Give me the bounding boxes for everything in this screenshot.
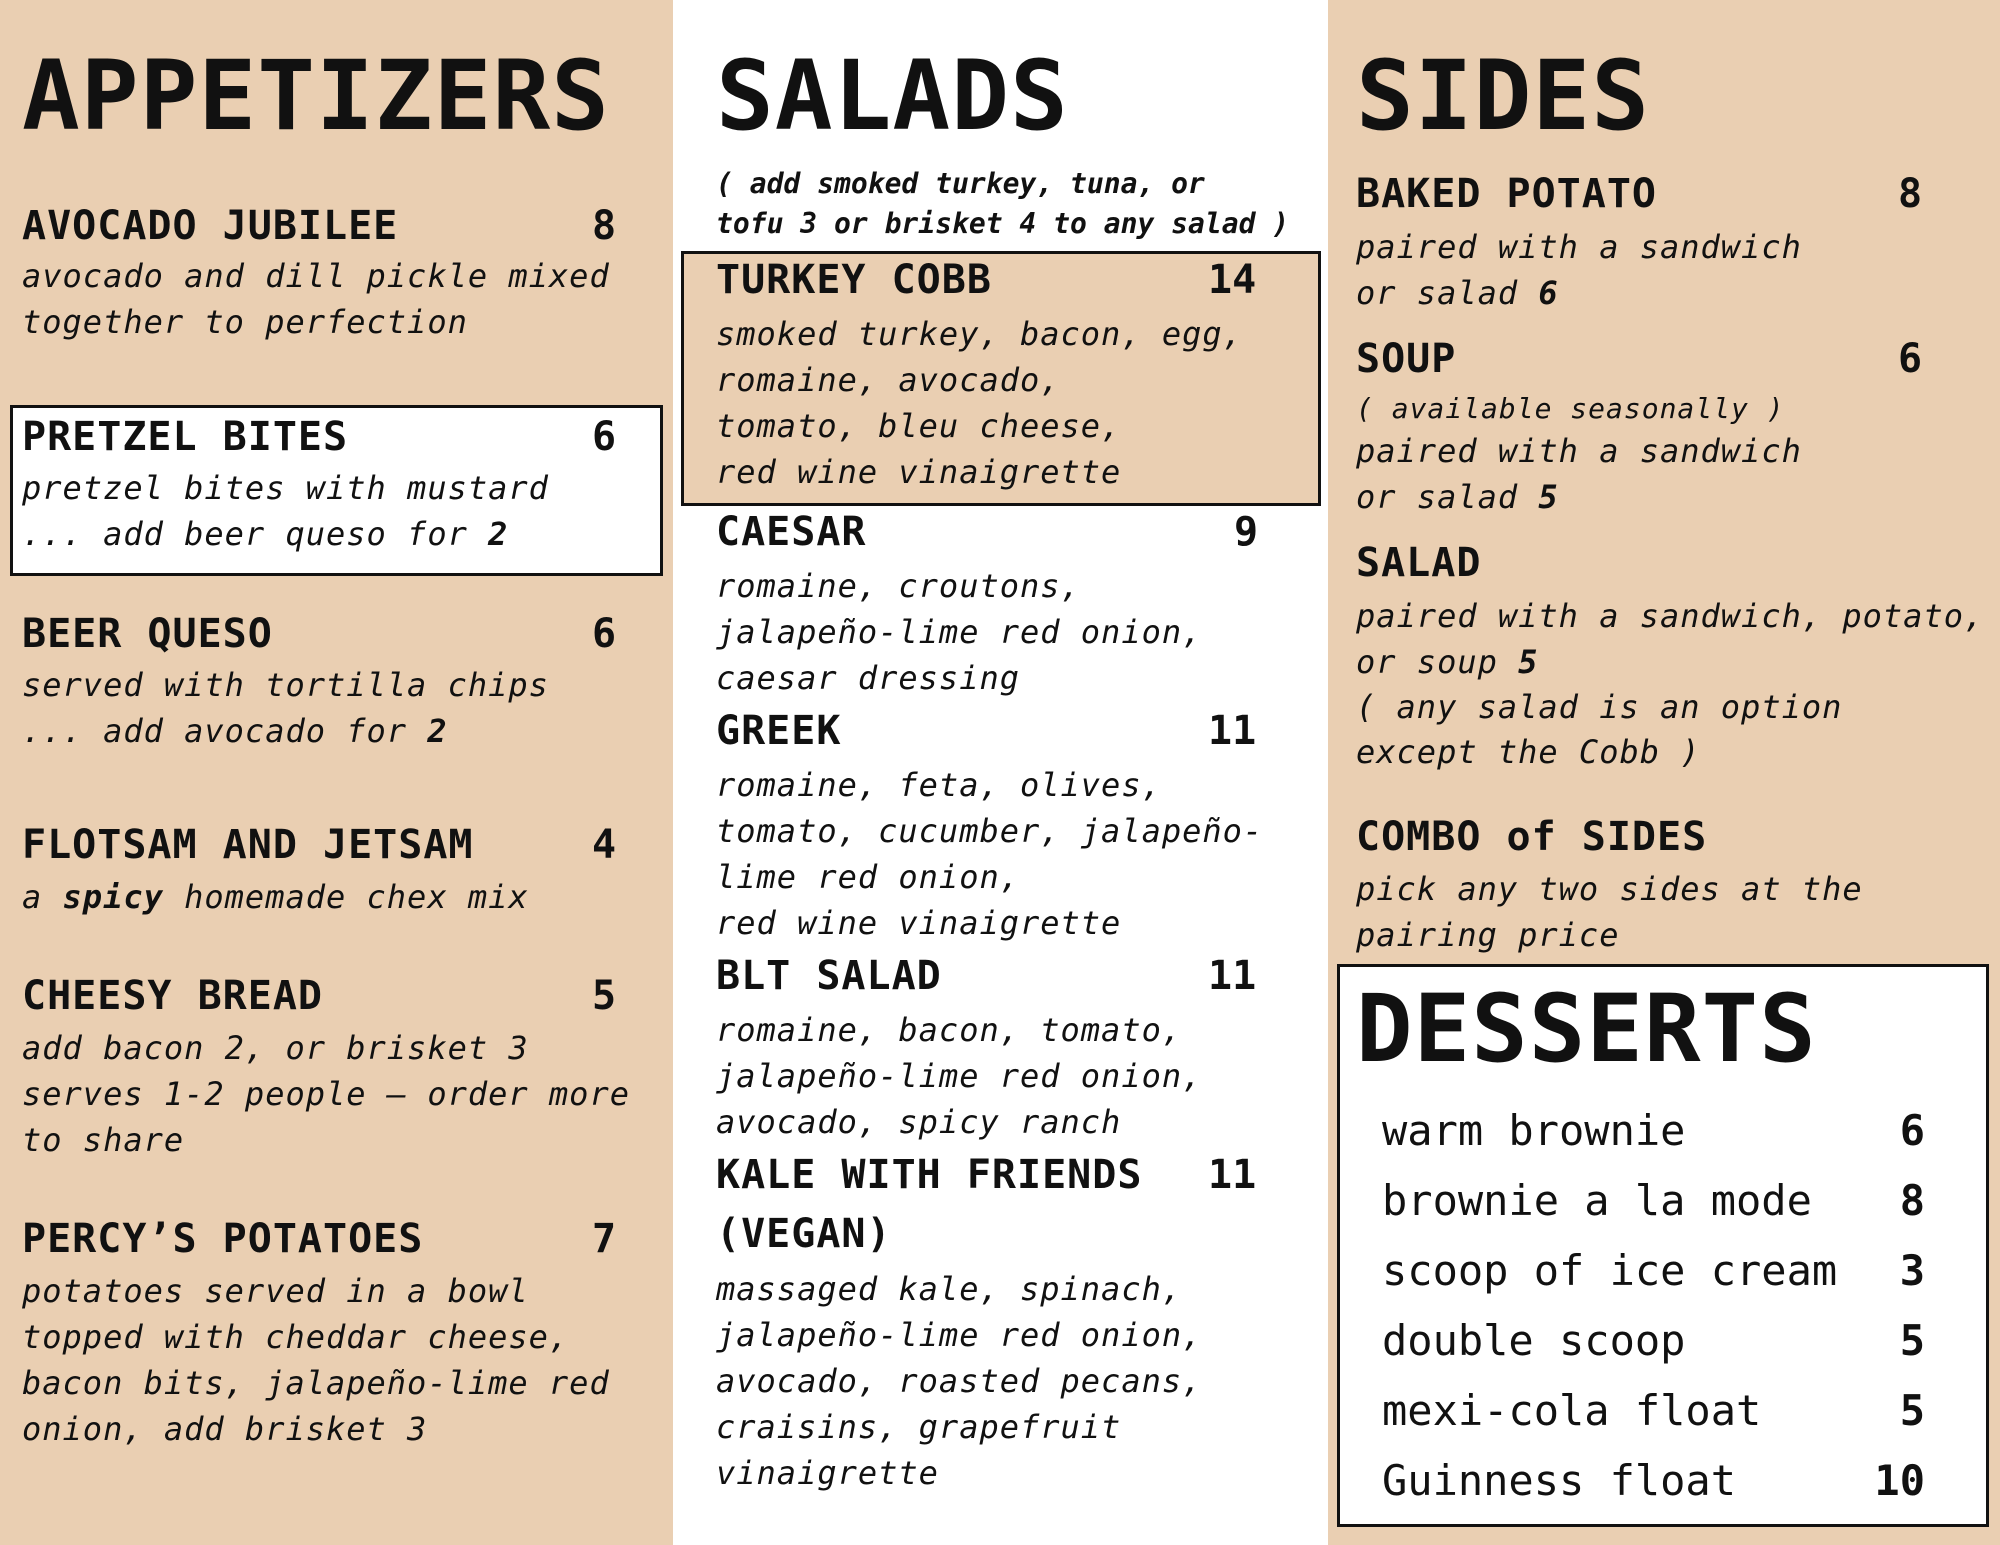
dessert-name: warm brownie xyxy=(1382,1106,1686,1155)
item-desc-line: romaine, avocado, xyxy=(716,361,1061,399)
dessert-name: scoop of ice cream xyxy=(1382,1246,1838,1295)
sides-heading: SIDES xyxy=(1356,40,1650,152)
item-price-turkey-cobb: 14 xyxy=(1208,257,1257,303)
item-desc-line: pairing price xyxy=(1356,916,1620,954)
item-desc-line: red wine vinaigrette xyxy=(716,453,1122,491)
dessert-name: double scoop xyxy=(1382,1316,1686,1365)
salads-heading: SALADS xyxy=(716,40,1069,152)
item-price-kale-with-friends: 11 xyxy=(1208,1152,1257,1198)
item-name-greek: GREEK xyxy=(716,708,842,754)
item-name-blt-salad: BLT SALAD xyxy=(716,953,942,999)
item-desc-line: avocado, spicy ranch xyxy=(716,1103,1122,1141)
item-name-kale-with-friends: KALE WITH FRIENDS xyxy=(716,1152,1143,1198)
item-desc-line: ... add beer queso for 2 xyxy=(22,515,509,553)
item-desc-line: paired with a sandwich, potato, xyxy=(1356,597,1985,635)
item-desc-line: or soup 5 xyxy=(1356,643,1539,681)
item-desc-line: add bacon 2, or brisket 3 xyxy=(22,1029,529,1067)
dessert-price: 8 xyxy=(1899,1176,1925,1225)
item-desc-line: ... add avocado for 2 xyxy=(22,712,448,750)
item-desc-line: paired with a sandwich xyxy=(1356,228,1802,266)
item-desc-line: massaged kale, spinach, xyxy=(716,1270,1183,1308)
appetizers-heading: APPETIZERS xyxy=(22,40,610,152)
item-desc-line: lime red onion, xyxy=(716,858,1020,896)
item-price-cheesy-bread: 5 xyxy=(592,973,617,1019)
item-name-percys-potatoes: PERCY’S POTATOES xyxy=(22,1216,424,1262)
item-price-greek: 11 xyxy=(1208,708,1257,754)
item-desc-line: ( any salad is an option xyxy=(1356,688,1843,726)
item-desc-line: onion, add brisket 3 xyxy=(22,1410,428,1448)
item-price-percys-potatoes: 7 xyxy=(592,1216,617,1262)
item-desc-line: a spicy homemade chex mix xyxy=(22,878,529,916)
item-price-pretzel-bites: 6 xyxy=(592,414,617,460)
item-name-turkey-cobb: TURKEY COBB xyxy=(716,257,992,303)
item-desc-line: pick any two sides at the xyxy=(1356,870,1863,908)
item-name-avocado-jubilee: AVOCADO JUBILEE xyxy=(22,203,399,249)
item-desc-line: vinaigrette xyxy=(716,1454,939,1492)
item-desc-line: romaine, feta, olives, xyxy=(716,766,1162,804)
item-desc-line: romaine, croutons, xyxy=(716,567,1081,605)
item-desc-line: jalapeño-lime red onion, xyxy=(716,1316,1203,1354)
item-price-blt-salad: 11 xyxy=(1208,953,1257,999)
item-name-beer-queso: BEER QUESO xyxy=(22,611,273,657)
item-name-side-salad: SALAD xyxy=(1356,540,1482,586)
item-desc-line: bacon bits, jalapeño-lime red xyxy=(22,1364,610,1402)
item-name-caesar: CAESAR xyxy=(716,509,867,555)
item-desc-line: to share xyxy=(22,1121,185,1159)
item-price-flotsam-and-jetsam: 4 xyxy=(592,822,617,868)
item-name-combo-of-sides: COMBO of SIDES xyxy=(1356,814,1708,860)
item-desc-line: avocado, roasted pecans, xyxy=(716,1362,1203,1400)
dessert-price: 10 xyxy=(1874,1456,1925,1505)
item-desc-line: together to perfection xyxy=(22,303,468,341)
item-desc-line: tomato, bleu cheese, xyxy=(716,407,1122,445)
dessert-price: 3 xyxy=(1899,1246,1925,1295)
salads-note-line: ( add smoked turkey, tuna, or xyxy=(716,167,1205,200)
item-desc-line: paired with a sandwich xyxy=(1356,432,1802,470)
item-desc-line: except the Cobb ) xyxy=(1356,733,1701,771)
item-name-flotsam-and-jetsam: FLOTSAM AND JETSAM xyxy=(22,822,474,868)
item-name-kale-vegan: (VEGAN) xyxy=(716,1211,892,1257)
dessert-name: brownie a la mode xyxy=(1382,1176,1812,1225)
item-desc-line: jalapeño-lime red onion, xyxy=(716,1057,1203,1095)
item-desc-line: topped with cheddar cheese, xyxy=(22,1318,570,1356)
item-price-avocado-jubilee: 8 xyxy=(592,203,617,249)
item-desc-line: potatoes served in a bowl xyxy=(22,1272,529,1310)
item-desc-line: served with tortilla chips xyxy=(22,666,549,704)
item-note: ( available seasonally ) xyxy=(1356,392,1785,425)
item-name-baked-potato: BAKED POTATO xyxy=(1356,171,1657,217)
item-desc-line: or salad 5 xyxy=(1356,478,1559,516)
item-desc-line: caesar dressing xyxy=(716,659,1020,697)
item-desc-line: smoked turkey, bacon, egg, xyxy=(716,315,1243,353)
item-desc-line: tomato, cucumber, jalapeño- xyxy=(716,812,1264,850)
desserts-heading: DESSERTS xyxy=(1356,975,1817,1084)
item-name-cheesy-bread: CHEESY BREAD xyxy=(22,973,323,1019)
dessert-price: 6 xyxy=(1899,1106,1925,1155)
item-desc-line: jalapeño-lime red onion, xyxy=(716,613,1203,651)
item-desc-line: avocado and dill pickle mixed xyxy=(22,257,610,295)
item-desc-line: serves 1-2 people — order more xyxy=(22,1075,630,1113)
item-price-soup: 6 xyxy=(1898,336,1923,382)
item-desc-line: pretzel bites with mustard xyxy=(22,469,549,507)
item-price-beer-queso: 6 xyxy=(592,611,617,657)
item-desc-line: romaine, bacon, tomato, xyxy=(716,1011,1183,1049)
item-price-baked-potato: 8 xyxy=(1898,171,1923,217)
dessert-name: mexi-cola float xyxy=(1382,1386,1762,1435)
dessert-name: Guinness float xyxy=(1382,1456,1737,1505)
item-desc-line: or salad 6 xyxy=(1356,274,1559,312)
item-desc-line: craisins, grapefruit xyxy=(716,1408,1122,1446)
item-price-caesar: 9 xyxy=(1234,509,1259,555)
item-name-soup: SOUP xyxy=(1356,336,1457,382)
dessert-price: 5 xyxy=(1899,1316,1925,1365)
item-desc-line: red wine vinaigrette xyxy=(716,904,1122,942)
salads-note-line: tofu 3 or brisket 4 to any salad ) xyxy=(716,207,1290,240)
dessert-price: 5 xyxy=(1899,1386,1925,1435)
item-name-pretzel-bites: PRETZEL BITES xyxy=(22,414,349,460)
